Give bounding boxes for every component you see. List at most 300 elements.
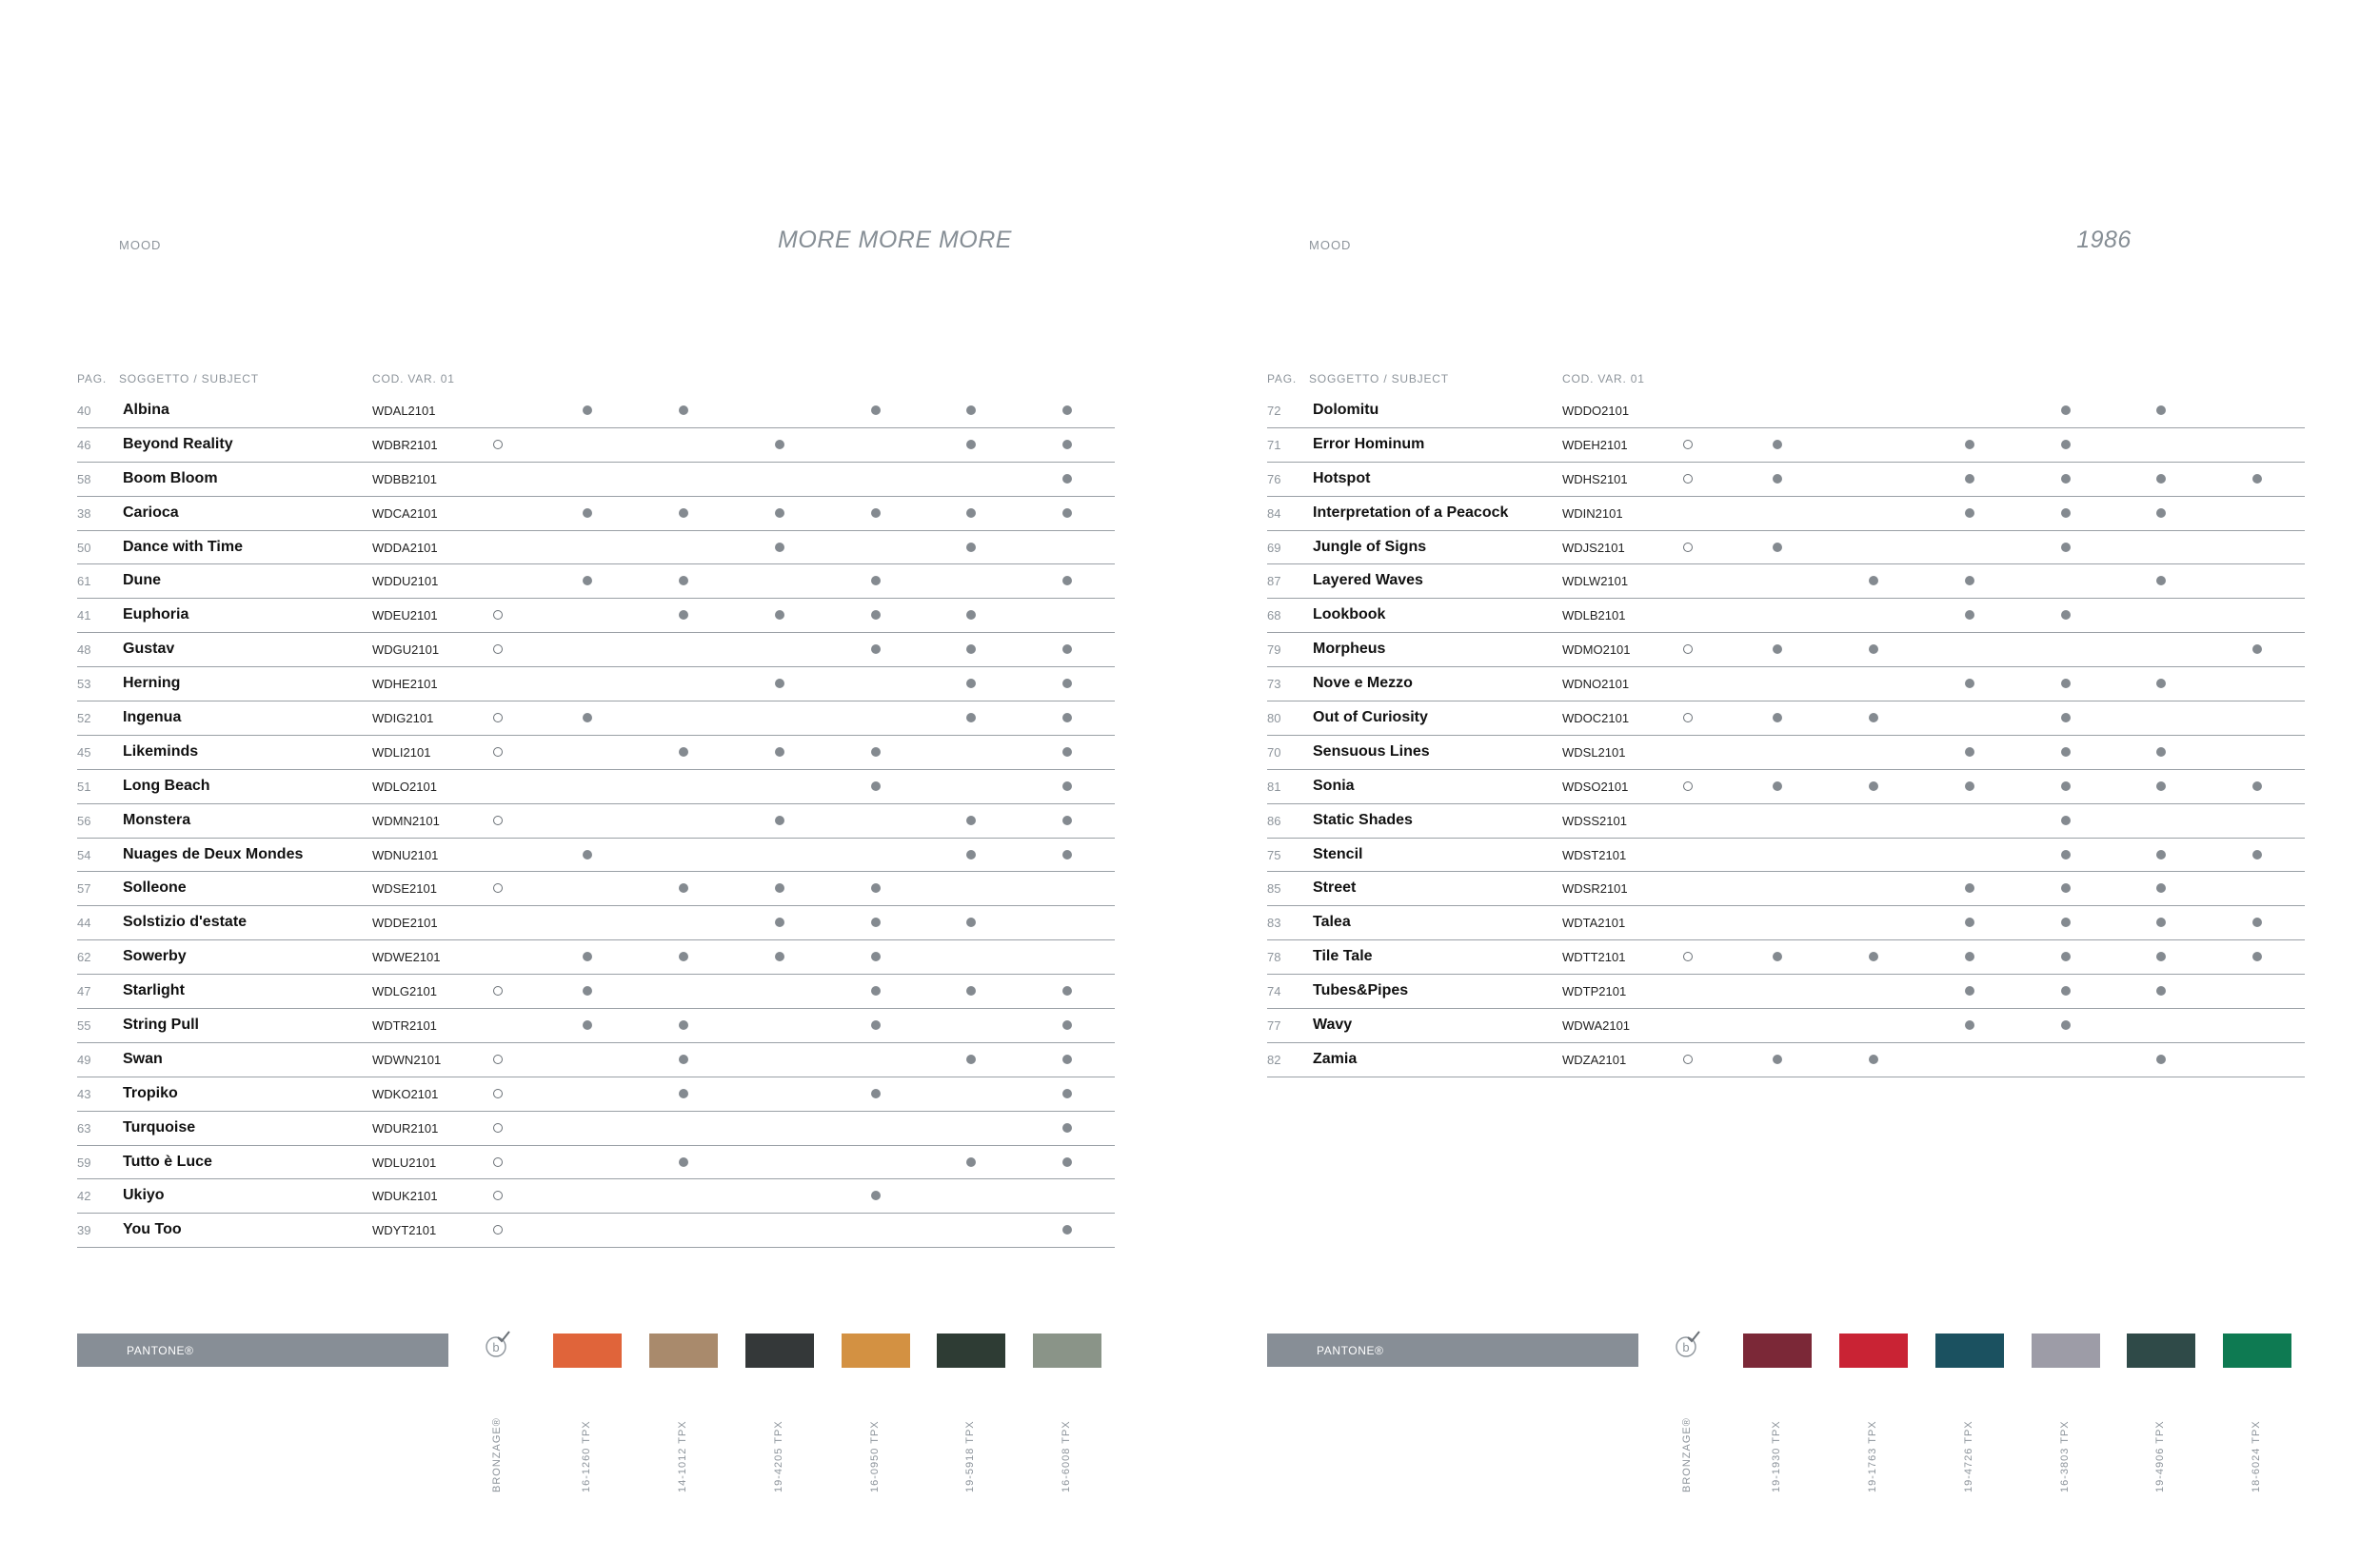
color-available-marker	[966, 679, 976, 688]
variant-code: WDSR2101	[1562, 881, 1628, 897]
color-available-marker	[2061, 850, 2071, 859]
table-row	[1267, 770, 2305, 804]
variant-code: WDLG2101	[372, 984, 437, 999]
page-number: 59	[77, 1155, 91, 1170]
color-available-marker	[1062, 1123, 1072, 1133]
color-available-marker	[775, 747, 784, 757]
table-row	[1267, 701, 2305, 736]
pantone-swatch	[2127, 1334, 2195, 1368]
color-available-marker	[1965, 986, 1974, 996]
table-row	[77, 1043, 1115, 1077]
color-available-marker	[1965, 474, 1974, 484]
bronzage-marker	[1683, 713, 1693, 722]
table-row	[1267, 428, 2305, 463]
subject-name: Nove e Mezzo	[1313, 675, 1413, 692]
color-available-marker	[871, 1191, 881, 1200]
subject-name: Herning	[123, 675, 181, 692]
right-page	[1190, 0, 2380, 1541]
swatch-label	[867, 1373, 886, 1496]
color-available-marker	[2061, 816, 2071, 825]
page-number: 62	[77, 950, 91, 965]
pantone-swatch	[1935, 1334, 2004, 1368]
table-row	[1267, 940, 2305, 975]
swatch-label	[489, 1373, 508, 1496]
header-pag: PAG.	[1267, 372, 1297, 385]
table-row	[1267, 531, 2305, 565]
variant-code: WDEU2101	[372, 608, 438, 623]
table-row	[77, 394, 1115, 428]
color-available-marker	[1062, 1089, 1072, 1098]
swatch-label	[1679, 1373, 1698, 1496]
table-row	[77, 667, 1115, 701]
table-row	[77, 599, 1115, 633]
color-available-marker	[1062, 747, 1072, 757]
color-available-marker	[1062, 713, 1072, 722]
variant-code: WDWA2101	[1562, 1018, 1631, 1034]
table-row	[77, 497, 1115, 531]
table-row	[1267, 394, 2305, 428]
subject-name: Ingenua	[123, 709, 182, 726]
color-available-marker	[2061, 610, 2071, 620]
color-available-marker	[679, 576, 688, 585]
table-row	[77, 872, 1115, 906]
table-row	[77, 940, 1115, 975]
bronzage-marker	[493, 816, 503, 825]
bronzage-marker	[493, 1157, 503, 1167]
variant-code: WDNO2101	[1562, 677, 1630, 692]
color-available-marker	[966, 543, 976, 552]
page-number: 85	[1267, 881, 1281, 897]
page-number: 46	[77, 437, 91, 452]
subject-name: Boom Bloom	[123, 469, 218, 486]
color-available-marker	[2061, 440, 2071, 449]
color-available-marker	[2061, 543, 2071, 552]
color-available-marker	[679, 952, 688, 961]
pantone-swatch	[937, 1334, 1005, 1368]
page-number: 38	[77, 505, 91, 521]
table-row	[1267, 839, 2305, 873]
color-available-marker	[966, 1055, 976, 1064]
swatch-label-text: 18-6024 TPX	[2251, 1420, 2262, 1492]
color-available-marker	[2156, 679, 2166, 688]
bronzage-marker	[493, 1089, 503, 1098]
color-available-marker	[2252, 781, 2262, 791]
pantone-swatch	[2223, 1334, 2291, 1368]
page-number: 57	[77, 881, 91, 897]
color-available-marker	[1869, 644, 1878, 654]
table-row	[1267, 599, 2305, 633]
subject-name: Long Beach	[123, 777, 210, 794]
color-available-marker	[1965, 747, 1974, 757]
swatch-label	[2249, 1373, 2268, 1496]
color-available-marker	[966, 918, 976, 927]
bronzage-marker	[1683, 474, 1693, 484]
table-row	[77, 1146, 1115, 1180]
color-available-marker	[2061, 508, 2071, 518]
color-available-marker	[871, 747, 881, 757]
swatch-label	[2152, 1373, 2172, 1496]
swatch-label	[675, 1373, 694, 1496]
color-available-marker	[1773, 474, 1782, 484]
variant-code: WDLW2101	[1562, 574, 1629, 589]
swatch-label-text: 14-1012 TPX	[677, 1420, 688, 1492]
table-row	[1267, 1043, 2305, 1077]
page-number: 61	[77, 574, 91, 589]
page-number: 39	[77, 1223, 91, 1238]
bronzage-marker	[493, 1123, 503, 1133]
color-available-marker	[1062, 576, 1072, 585]
color-available-marker	[1869, 576, 1878, 585]
table-row	[77, 463, 1115, 497]
page-number: 78	[1267, 950, 1281, 965]
variant-code: WDMN2101	[372, 813, 440, 828]
color-available-marker	[2252, 474, 2262, 484]
color-available-marker	[1965, 918, 1974, 927]
page-number: 72	[1267, 404, 1281, 418]
bronzage-icon	[485, 1331, 511, 1359]
subject-name: Out of Curiosity	[1313, 709, 1428, 726]
variant-code: WDBB2101	[372, 471, 437, 486]
table-row	[1267, 872, 2305, 906]
subject-name: You Too	[123, 1221, 182, 1238]
subject-name: Sowerby	[123, 948, 187, 965]
color-available-marker	[679, 508, 688, 518]
subject-name: Tropiko	[123, 1084, 178, 1101]
color-available-marker	[871, 1020, 881, 1030]
bronzage-marker	[493, 610, 503, 620]
pantone-bar	[1267, 1334, 1638, 1367]
color-available-marker	[966, 1157, 976, 1167]
bronzage-marker	[493, 440, 503, 449]
page-number: 82	[1267, 1052, 1281, 1067]
color-available-marker	[2156, 883, 2166, 893]
table-row	[1267, 906, 2305, 940]
table-row	[1267, 1009, 2305, 1043]
color-available-marker	[2156, 747, 2166, 757]
table-row	[77, 770, 1115, 804]
page-number: 86	[1267, 813, 1281, 828]
pantone-swatch	[1033, 1334, 1101, 1368]
subject-table	[77, 394, 1115, 1248]
table-row	[77, 531, 1115, 565]
pantone-label: PANTONE®	[127, 1344, 194, 1357]
color-available-marker	[775, 610, 784, 620]
color-available-marker	[871, 405, 881, 415]
variant-code: WDLB2101	[1562, 608, 1626, 623]
pantone-swatch	[745, 1334, 814, 1368]
swatch-label	[1059, 1373, 1078, 1496]
variant-code: WDDA2101	[372, 540, 438, 555]
color-available-marker	[1062, 1225, 1072, 1235]
pantone-swatch	[1743, 1334, 1812, 1368]
color-available-marker	[2156, 781, 2166, 791]
pantone-swatch	[842, 1334, 910, 1368]
color-available-marker	[2156, 952, 2166, 961]
variant-code: WDSO2101	[1562, 779, 1629, 794]
bronzage-marker	[493, 1191, 503, 1200]
variant-code: WDDE2101	[372, 916, 438, 931]
color-available-marker	[1965, 508, 1974, 518]
color-available-marker	[775, 883, 784, 893]
color-available-marker	[1869, 713, 1878, 722]
table-row	[1267, 736, 2305, 770]
color-available-marker	[2252, 952, 2262, 961]
header-subject: SOGGETTO / SUBJECT	[119, 372, 259, 385]
color-available-marker	[679, 610, 688, 620]
subject-name: Morpheus	[1313, 641, 1386, 658]
color-available-marker	[775, 508, 784, 518]
table-row	[77, 701, 1115, 736]
variant-code: WDCA2101	[372, 505, 438, 521]
color-available-marker	[1965, 952, 1974, 961]
table-row	[1267, 667, 2305, 701]
color-available-marker	[2061, 474, 2071, 484]
bronzage-marker	[493, 1225, 503, 1235]
color-available-marker	[583, 986, 592, 996]
color-available-marker	[1062, 850, 1072, 859]
color-available-marker	[1965, 883, 1974, 893]
page-number: 74	[1267, 984, 1281, 999]
page-number: 45	[77, 744, 91, 760]
color-available-marker	[583, 952, 592, 961]
subject-table	[1267, 394, 2305, 1077]
subject-name: Dance with Time	[123, 538, 243, 555]
variant-code: WDUK2101	[372, 1189, 438, 1204]
color-available-marker	[583, 508, 592, 518]
subject-name: Lookbook	[1313, 606, 1386, 623]
color-available-marker	[2061, 713, 2071, 722]
page-number: 49	[77, 1052, 91, 1067]
subject-name: Likeminds	[123, 742, 199, 760]
color-available-marker	[1773, 952, 1782, 961]
swatch-label	[1961, 1373, 1980, 1496]
bronzage-marker	[493, 986, 503, 996]
header-pag: PAG.	[77, 372, 107, 385]
subject-name: Tubes&Pipes	[1313, 982, 1409, 999]
pantone-swatch	[1839, 1334, 1908, 1368]
page-number: 56	[77, 813, 91, 828]
color-available-marker	[583, 405, 592, 415]
subject-name: Interpretation of a Peacock	[1313, 504, 1509, 521]
swatch-label-text: 16-0950 TPX	[869, 1420, 881, 1492]
color-available-marker	[2252, 918, 2262, 927]
color-available-marker	[1062, 508, 1072, 518]
variant-code: WDLO2101	[372, 779, 437, 794]
variant-code: WDEH2101	[1562, 437, 1628, 452]
variant-code: WDTA2101	[1562, 916, 1626, 931]
color-available-marker	[966, 610, 976, 620]
page-number: 48	[77, 642, 91, 658]
color-available-marker	[966, 440, 976, 449]
bronzage-marker	[1683, 440, 1693, 449]
color-available-marker	[1965, 610, 1974, 620]
bronzage-marker	[1683, 952, 1693, 961]
page-number: 84	[1267, 505, 1281, 521]
color-available-marker	[583, 850, 592, 859]
color-available-marker	[583, 1020, 592, 1030]
color-available-marker	[966, 508, 976, 518]
color-available-marker	[775, 440, 784, 449]
variant-code: WDYT2101	[372, 1223, 437, 1238]
bronzage-marker	[493, 883, 503, 893]
color-available-marker	[2156, 576, 2166, 585]
page-number: 42	[77, 1189, 91, 1204]
color-available-marker	[1062, 1020, 1072, 1030]
subject-name: Turquoise	[123, 1118, 196, 1136]
subject-name: Layered Waves	[1313, 572, 1423, 589]
swatch-label	[1769, 1373, 1788, 1496]
variant-code: WDST2101	[1562, 847, 1627, 862]
color-available-marker	[871, 610, 881, 620]
color-available-marker	[871, 986, 881, 996]
subject-name: Dolomitu	[1313, 402, 1379, 418]
page-number: 43	[77, 1086, 91, 1101]
subject-name: Street	[1313, 879, 1357, 897]
color-available-marker	[1062, 1055, 1072, 1064]
subject-name: Swan	[123, 1050, 163, 1067]
page-number: 71	[1267, 437, 1281, 452]
color-available-marker	[1062, 1157, 1072, 1167]
color-available-marker	[679, 1089, 688, 1098]
mood-label: MOOD	[119, 238, 162, 252]
swatch-label-text: 19-4906 TPX	[2154, 1420, 2166, 1492]
page-number: 41	[77, 608, 91, 623]
variant-code: WDMO2101	[1562, 642, 1631, 658]
table-row	[77, 1112, 1115, 1146]
color-available-marker	[966, 816, 976, 825]
subject-name: Euphoria	[123, 606, 189, 623]
variant-code: WDGU2101	[372, 642, 440, 658]
variant-code: WDNU2101	[372, 847, 439, 862]
variant-code: WDSS2101	[1562, 813, 1627, 828]
color-available-marker	[1062, 679, 1072, 688]
bronzage-marker	[1683, 781, 1693, 791]
color-available-marker	[2061, 747, 2071, 757]
color-available-marker	[1869, 952, 1878, 961]
swatch-label	[1865, 1373, 1884, 1496]
color-available-marker	[1773, 440, 1782, 449]
page-number: 51	[77, 779, 91, 794]
page-number: 80	[1267, 711, 1281, 726]
subject-name: Tutto è Luce	[123, 1153, 212, 1170]
variant-code: WDTP2101	[1562, 984, 1627, 999]
page-number: 87	[1267, 574, 1281, 589]
color-available-marker	[679, 1157, 688, 1167]
variant-code: WDZA2101	[1562, 1052, 1627, 1067]
pantone-swatch	[2032, 1334, 2100, 1368]
header-code: COD. VAR. 01	[1562, 372, 1645, 385]
subject-name: Error Hominum	[1313, 435, 1425, 452]
table-row	[77, 1077, 1115, 1112]
color-available-marker	[1062, 816, 1072, 825]
page-number: 75	[1267, 847, 1281, 862]
color-available-marker	[1062, 474, 1072, 484]
color-available-marker	[1773, 1055, 1782, 1064]
table-row	[1267, 463, 2305, 497]
svg-text:b: b	[492, 1340, 500, 1354]
color-available-marker	[2061, 918, 2071, 927]
subject-name: Carioca	[123, 504, 179, 521]
table-row	[1267, 804, 2305, 839]
color-available-marker	[1869, 781, 1878, 791]
subject-name: Sensuous Lines	[1313, 742, 1430, 760]
color-available-marker	[966, 986, 976, 996]
pantone-bar	[77, 1334, 448, 1367]
subject-name: Zamia	[1313, 1050, 1358, 1067]
color-available-marker	[966, 850, 976, 859]
table-row	[77, 1214, 1115, 1248]
page-number: 81	[1267, 779, 1281, 794]
variant-code: WDBR2101	[372, 437, 438, 452]
header-code: COD. VAR. 01	[372, 372, 455, 385]
page-number: 73	[1267, 677, 1281, 692]
subject-name: Monstera	[123, 811, 191, 828]
svg-text:b: b	[1682, 1340, 1690, 1354]
page-number: 69	[1267, 540, 1281, 555]
color-available-marker	[1062, 405, 1072, 415]
color-available-marker	[871, 952, 881, 961]
subject-name: Stencil	[1313, 845, 1363, 862]
variant-code: WDWN2101	[372, 1052, 442, 1067]
swatch-label	[2057, 1373, 2076, 1496]
color-available-marker	[2252, 850, 2262, 859]
subject-name: Solleone	[123, 879, 187, 897]
subject-name: Hotspot	[1313, 469, 1371, 486]
swatch-label	[962, 1373, 982, 1496]
table-row	[77, 736, 1115, 770]
table-row	[77, 1009, 1115, 1043]
variant-code: WDHE2101	[372, 677, 438, 692]
page-number: 70	[1267, 744, 1281, 760]
color-available-marker	[2252, 644, 2262, 654]
color-available-marker	[2061, 1020, 2071, 1030]
bronzage-marker	[1683, 1055, 1693, 1064]
color-available-marker	[1773, 543, 1782, 552]
table-row	[1267, 975, 2305, 1009]
subject-name: Wavy	[1313, 1017, 1353, 1034]
variant-code: WDDU2101	[372, 574, 439, 589]
table-row	[77, 564, 1115, 599]
color-available-marker	[1062, 644, 1072, 654]
color-available-marker	[1062, 986, 1072, 996]
color-available-marker	[679, 747, 688, 757]
color-available-marker	[2061, 781, 2071, 791]
table-row	[1267, 564, 2305, 599]
swatch-label-text: BRONZAGE®	[491, 1417, 503, 1492]
color-available-marker	[775, 543, 784, 552]
header-subject: SOGGETTO / SUBJECT	[1309, 372, 1449, 385]
variant-code: WDSL2101	[1562, 744, 1626, 760]
variant-code: WDAL2101	[372, 404, 436, 418]
subject-name: Albina	[123, 402, 169, 418]
page-number: 54	[77, 847, 91, 862]
subject-name: Dune	[123, 572, 161, 589]
page-number: 63	[77, 1120, 91, 1136]
color-available-marker	[966, 713, 976, 722]
table-row	[77, 428, 1115, 463]
color-available-marker	[871, 781, 881, 791]
color-available-marker	[679, 883, 688, 893]
swatch-label-text: 19-5918 TPX	[964, 1420, 976, 1492]
color-available-marker	[871, 883, 881, 893]
page-number: 53	[77, 677, 91, 692]
color-available-marker	[775, 918, 784, 927]
color-available-marker	[2156, 1055, 2166, 1064]
subject-name: Talea	[1313, 914, 1351, 931]
page-number: 40	[77, 404, 91, 418]
mood-title: MORE MORE MORE	[778, 227, 1012, 253]
color-available-marker	[2061, 952, 2071, 961]
